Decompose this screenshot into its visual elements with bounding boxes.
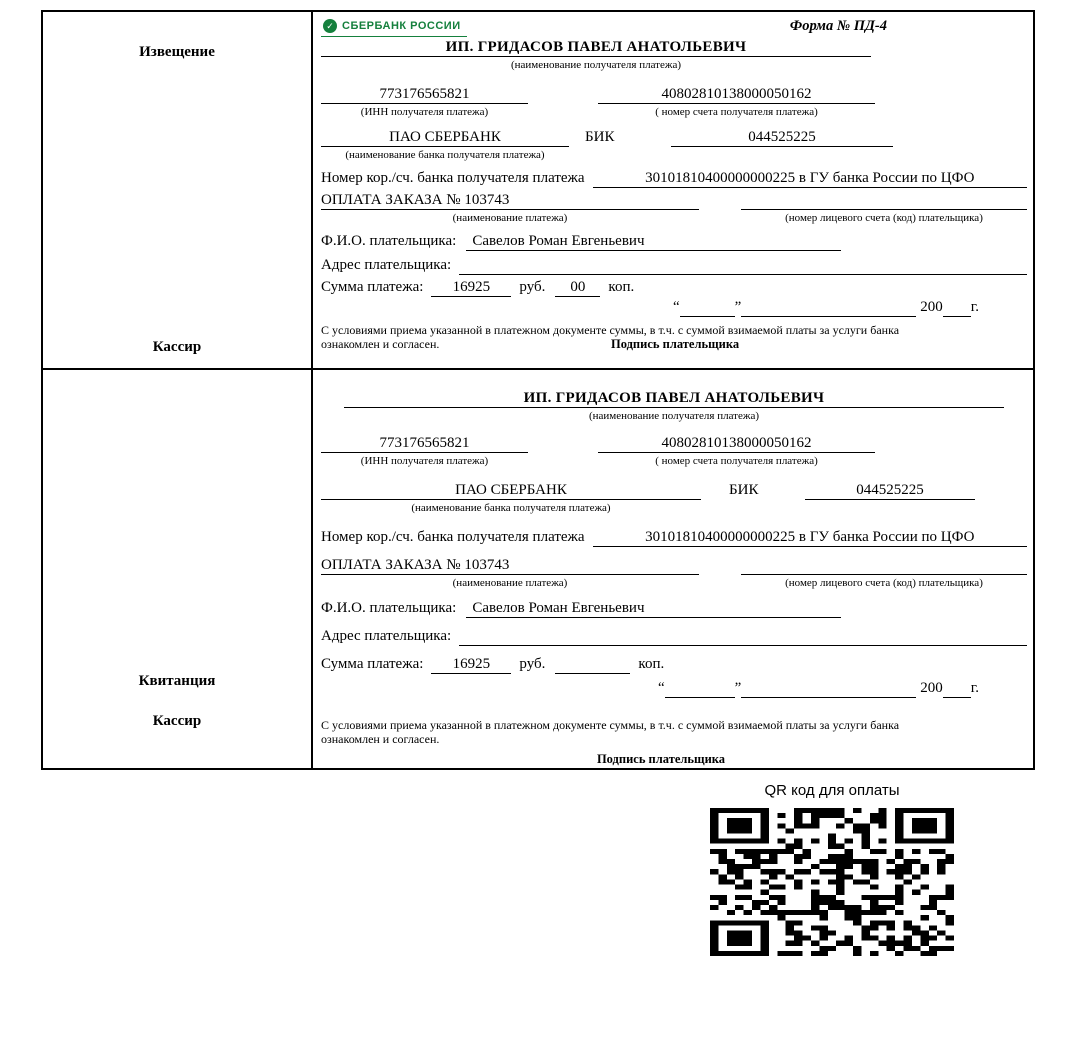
recipient-caption: (наименование получателя платежа) bbox=[588, 410, 760, 422]
account-caption: ( номер счета получателя платежа) bbox=[655, 455, 818, 467]
receipt-cashier-label: Кассир bbox=[152, 713, 202, 729]
date-line bbox=[321, 299, 1027, 317]
date-year-prefix: 200 bbox=[920, 299, 943, 315]
date-month-blank-field bbox=[741, 680, 916, 698]
date-year-blank-field bbox=[943, 299, 971, 317]
payer-name-value: Савелов Роман Евгеньевич bbox=[466, 233, 841, 251]
receipt-section bbox=[41, 368, 1035, 770]
inn-value: 773176565821 bbox=[321, 435, 528, 453]
recipient-caption: (наименование получателя платежа) bbox=[510, 59, 682, 71]
date-year-blank-field bbox=[943, 680, 971, 698]
date-quote-close: ” bbox=[734, 680, 742, 696]
rub-label: руб. bbox=[519, 656, 546, 672]
rub-label: руб. bbox=[519, 279, 546, 295]
notice-header-row bbox=[321, 18, 1027, 37]
payment-purpose-label: ОПЛАТА ЗАКАЗА № bbox=[321, 192, 461, 208]
payment-purpose bbox=[321, 192, 699, 210]
agreement-line1: С условиями приема указанной в платежном документе суммы, в т.ч. с суммой взимаемой платы за услуги банка bbox=[321, 718, 900, 732]
date-line bbox=[321, 680, 1027, 698]
qr-code bbox=[710, 808, 954, 956]
notice-cashier-label: Кассир bbox=[152, 339, 202, 355]
payment-name-caption: (наименование платежа) bbox=[452, 212, 568, 224]
payment-name-caption: (наименование платежа) bbox=[452, 577, 568, 589]
notice-left-column bbox=[43, 12, 313, 368]
account-caption: ( номер счета получателя платежа) bbox=[655, 106, 818, 118]
personal-account-caption: (номер лицевого счета (код) плательщика) bbox=[785, 212, 983, 224]
bik-label: БИК bbox=[585, 129, 615, 145]
corr-account-value: 30101810400000000225 в ГУ банка России по ЦФО bbox=[593, 529, 1027, 547]
recipient-name: ИП. ГРИДАСОВ ПАВЕЛ АНАТОЛЬЕВИЧ bbox=[344, 390, 1004, 408]
personal-account-blank-field bbox=[741, 557, 1027, 575]
agreement-line2: ознакомлен и согласен. bbox=[321, 337, 440, 351]
payer-address-blank-field bbox=[459, 628, 1027, 646]
sberbank-logo bbox=[321, 18, 467, 37]
date-year-prefix: 200 bbox=[920, 680, 943, 696]
notice-label: Извещение bbox=[139, 44, 215, 60]
kop-label: коп. bbox=[638, 656, 665, 672]
notice-form bbox=[313, 12, 1033, 368]
date-quote-close: ” bbox=[734, 299, 742, 315]
inn-caption: (ИНН получателя платежа) bbox=[360, 106, 489, 118]
payer-address-label: Адрес плательщика: bbox=[321, 257, 452, 273]
payer-name-value: Савелов Роман Евгеньевич bbox=[466, 600, 841, 618]
bank-name-caption: (наименование банка получателя платежа) bbox=[345, 149, 545, 161]
date-year-suffix: г. bbox=[970, 680, 979, 696]
payer-name-label: Ф.И.О. плательщика: bbox=[321, 600, 457, 616]
bank-name-caption: (наименование банка получателя платежа) bbox=[411, 502, 611, 514]
agreement-text bbox=[321, 718, 1001, 746]
corr-account-value: 30101810400000000225 в ГУ банка России по ЦФО bbox=[593, 170, 1027, 188]
sum-label: Сумма платежа: bbox=[321, 656, 424, 672]
bik-label: БИК bbox=[729, 482, 759, 498]
agreement-line2: ознакомлен и согласен. bbox=[321, 732, 440, 746]
qr-caption: QR код для оплаты bbox=[764, 782, 900, 799]
notice-section bbox=[41, 10, 1035, 370]
sum-kop-value bbox=[555, 656, 630, 674]
date-year-suffix: г. bbox=[970, 299, 979, 315]
payment-purpose bbox=[321, 557, 699, 575]
sum-rub-value: 16925 bbox=[431, 279, 511, 297]
qr-section bbox=[710, 782, 954, 956]
corr-account-label: Номер кор./сч. банка получателя платежа bbox=[321, 170, 585, 186]
date-day-blank-field bbox=[680, 299, 735, 317]
sberbank-logo-text: СБЕРБАНК РОССИИ bbox=[342, 20, 461, 32]
payment-purpose-label: ОПЛАТА ЗАКАЗА № bbox=[321, 557, 461, 573]
payer-signature-label: Подпись плательщика bbox=[596, 752, 726, 766]
date-day-blank-field bbox=[665, 680, 735, 698]
bik-value: 044525225 bbox=[805, 482, 975, 500]
sum-rub-value: 16925 bbox=[431, 656, 511, 674]
order-number: 103743 bbox=[464, 192, 510, 208]
receipt-label: Квитанция bbox=[138, 673, 216, 689]
inn-value: 773176565821 bbox=[321, 86, 528, 104]
recipient-name: ИП. ГРИДАСОВ ПАВЕЛ АНАТОЛЬЕВИЧ bbox=[321, 39, 871, 57]
payer-address-blank-field bbox=[459, 257, 1027, 275]
sum-kop-value: 00 bbox=[555, 279, 600, 297]
payer-name-label: Ф.И.О. плательщика: bbox=[321, 233, 457, 249]
bank-name-value: ПАО СБЕРБАНК bbox=[321, 129, 569, 147]
payer-address-label: Адрес плательщика: bbox=[321, 628, 452, 644]
personal-account-caption: (номер лицевого счета (код) плательщика) bbox=[785, 577, 983, 589]
order-number: 103743 bbox=[464, 557, 510, 573]
agreement-text bbox=[321, 323, 1001, 351]
account-value: 40802810138000050162 bbox=[598, 86, 875, 104]
agreement-line1: С условиями приема указанной в платежном документе суммы, в т.ч. с суммой взимаемой платы за услуги банка bbox=[321, 323, 900, 337]
receipt-left-column bbox=[43, 370, 313, 768]
bank-name-value: ПАО СБЕРБАНК bbox=[321, 482, 701, 500]
kop-label: коп. bbox=[608, 279, 635, 295]
corr-account-label: Номер кор./сч. банка получателя платежа bbox=[321, 529, 585, 545]
personal-account-blank-field bbox=[741, 192, 1027, 210]
account-value: 40802810138000050162 bbox=[598, 435, 875, 453]
receipt-form bbox=[313, 370, 1033, 768]
sberbank-logo-icon bbox=[323, 19, 337, 33]
inn-caption: (ИНН получателя платежа) bbox=[360, 455, 489, 467]
date-quote-open: “ bbox=[657, 680, 665, 696]
date-month-blank-field bbox=[741, 299, 916, 317]
bik-value: 044525225 bbox=[671, 129, 893, 147]
date-quote-open: “ bbox=[672, 299, 680, 315]
sum-label: Сумма платежа: bbox=[321, 279, 424, 295]
form-number-label: Форма № ПД-4 bbox=[789, 18, 887, 34]
payer-signature-label: Подпись плательщика bbox=[611, 337, 740, 351]
